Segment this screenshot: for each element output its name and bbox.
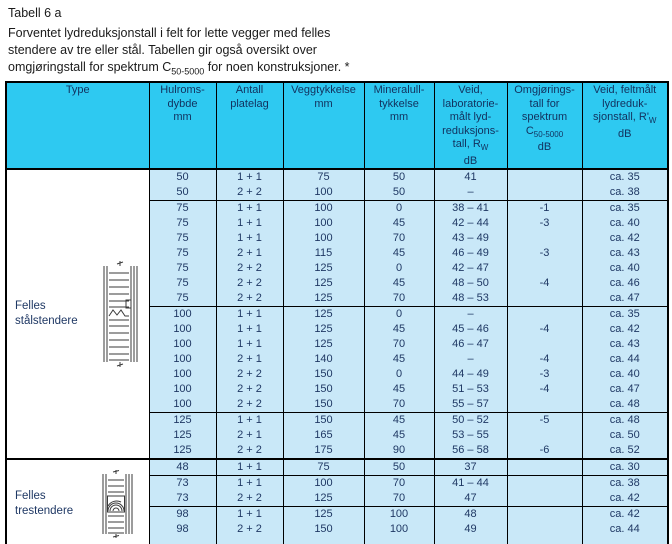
col-header-omgjoringstall: Omgjørings- tall for spektrum $C_{50-5000}$ dB [507,82,582,169]
cell-rw-laboratoriemalt: 55 – 57 [434,397,507,413]
cell-hulromsdybde: 75 [149,231,216,246]
cell-hulromsdybde: 73 [149,491,216,507]
cell-hulromsdybde: 50 [149,185,216,201]
cell-rw-laboratoriemalt: 37 [434,459,507,476]
cell-veggtykkelse: 125 [283,491,364,507]
cell-rw-laboratoriemalt: 43 – 49 [434,231,507,246]
col-header-rw-laboratoriemalt: Veid, laboratorie- målt lyd- reduksjons- tall, $R_W$ dB [434,82,507,169]
cell-veggtykkelse: 140 [283,352,364,367]
cell-omgjoringstall: -4 [507,382,582,397]
cell-veggtykkelse: 125 [283,291,364,307]
cell-rw-feltmalt: ca. 46 [582,276,668,291]
table-row [6,169,668,185]
cell-rw-feltmalt: ca. 50 [582,428,668,443]
cell-rw-feltmalt: ca. 47 [582,382,668,397]
cell-hulromsdybde: 125 [149,428,216,443]
cell-hulromsdybde: 125 [149,443,216,459]
cell-mineralulltykkelse: 100 [364,522,434,537]
description-line-1: Forventet lydreduksjonstall i felt for lette vegger med felles [8,26,331,40]
col-header-type: Type [6,82,149,169]
cell-veggtykkelse: 100 [283,216,364,231]
cell-rw-feltmalt: ca. 44 [582,352,668,367]
cell-rw-feltmalt: ca. 44 [582,522,668,537]
cell-antall-platelag: 1 + 1 [216,231,283,246]
spacer-cell [149,537,216,544]
cell-veggtykkelse: 150 [283,413,364,429]
cell-antall-platelag: 2 + 2 [216,185,283,201]
cell-veggtykkelse: 150 [283,397,364,413]
cell-omgjoringstall [507,507,582,523]
cell-hulromsdybde: 100 [149,337,216,352]
cell-omgjoringstall: -3 [507,216,582,231]
cell-mineralulltykkelse: 0 [364,307,434,323]
cell-hulromsdybde: 100 [149,397,216,413]
cell-antall-platelag: 2 + 2 [216,522,283,537]
cell-mineralulltykkelse: 50 [364,185,434,201]
cell-antall-platelag: 2 + 2 [216,443,283,459]
cell-hulromsdybde: 50 [149,169,216,185]
cell-rw-laboratoriemalt: 56 – 58 [434,443,507,459]
cell-mineralulltykkelse: 45 [364,413,434,429]
steel-stud-wall-section-icon [99,260,141,368]
cell-antall-platelag: 2 + 2 [216,367,283,382]
cell-rw-laboratoriemalt: 48 – 50 [434,276,507,291]
cell-omgjoringstall [507,261,582,276]
cell-antall-platelag: 2 + 2 [216,276,283,291]
cell-veggtykkelse: 150 [283,367,364,382]
cell-rw-laboratoriemalt: 45 – 46 [434,322,507,337]
cell-rw-laboratoriemalt: 44 – 49 [434,367,507,382]
cell-antall-platelag: 1 + 1 [216,169,283,185]
cell-veggtykkelse: 175 [283,443,364,459]
spacer-cell [434,537,507,544]
cell-rw-laboratoriemalt: 48 [434,507,507,523]
col-header-hulromsdybde: Hulroms- dybde mm [149,82,216,169]
cell-mineralulltykkelse: 45 [364,246,434,261]
cell-veggtykkelse: 100 [283,231,364,246]
cell-rw-laboratoriemalt: 48 – 53 [434,291,507,307]
cell-rw-feltmalt: ca. 30 [582,459,668,476]
cell-veggtykkelse: 125 [283,307,364,323]
cell-rw-feltmalt: ca. 52 [582,443,668,459]
cell-hulromsdybde: 75 [149,291,216,307]
cell-veggtykkelse: 125 [283,322,364,337]
cell-antall-platelag: 2 + 1 [216,246,283,261]
spacer-cell [364,537,434,544]
cell-veggtykkelse: 165 [283,428,364,443]
cell-rw-feltmalt: ca. 35 [582,307,668,323]
cell-veggtykkelse: 150 [283,382,364,397]
cell-mineralulltykkelse: 45 [364,216,434,231]
spacer-cell [283,537,364,544]
cell-mineralulltykkelse: 45 [364,276,434,291]
cell-antall-platelag: 1 + 1 [216,322,283,337]
cell-antall-platelag: 2 + 2 [216,261,283,276]
cell-hulromsdybde: 75 [149,261,216,276]
spacer-cell [507,537,582,544]
cell-omgjoringstall [507,185,582,201]
cell-hulromsdybde: 100 [149,322,216,337]
type-cell-felles-stalstendere [6,169,149,459]
cell-mineralulltykkelse: 70 [364,337,434,352]
col-header-veggtykkelse: Veggtykkelse mm [283,82,364,169]
cell-veggtykkelse: 100 [283,185,364,201]
cell-veggtykkelse: 115 [283,246,364,261]
cell-mineralulltykkelse: 50 [364,459,434,476]
cell-omgjoringstall [507,291,582,307]
spacer-cell [582,537,668,544]
cell-rw-laboratoriemalt: 47 [434,491,507,507]
spacer-cell [216,537,283,544]
wood-stud-wall-section-icon [99,470,135,538]
cell-antall-platelag: 1 + 1 [216,216,283,231]
cell-omgjoringstall [507,459,582,476]
cell-antall-platelag: 1 + 1 [216,201,283,217]
cell-rw-feltmalt: ca. 40 [582,216,668,231]
cell-rw-laboratoriemalt: 38 – 41 [434,201,507,217]
cell-veggtykkelse: 125 [283,507,364,523]
cell-omgjoringstall [507,169,582,185]
cell-mineralulltykkelse: 100 [364,507,434,523]
cell-antall-platelag: 2 + 2 [216,382,283,397]
cell-rw-laboratoriemalt: 46 – 49 [434,246,507,261]
cell-rw-feltmalt: ca. 48 [582,413,668,429]
cell-rw-laboratoriemalt: 41 – 44 [434,476,507,492]
cell-rw-laboratoriemalt: 46 – 47 [434,337,507,352]
description-line-2: stendere av tre eller stål. Tabellen gir også oversikt over [8,43,317,57]
type-cell-felles-trestendere [6,459,149,544]
cell-antall-platelag: 1 + 1 [216,307,283,323]
cell-rw-feltmalt: ca. 40 [582,367,668,382]
cell-rw-laboratoriemalt: 42 – 44 [434,216,507,231]
cell-hulromsdybde: 100 [149,307,216,323]
type-label-felles-stalstendere: Felles stålstendere [15,300,78,328]
cell-mineralulltykkelse: 45 [364,322,434,337]
cell-hulromsdybde: 98 [149,507,216,523]
cell-rw-feltmalt: ca. 40 [582,261,668,276]
cell-mineralulltykkelse: 0 [364,201,434,217]
cell-rw-feltmalt: ca. 48 [582,397,668,413]
col-header-antall-platelag: Antall platelag [216,82,283,169]
cell-hulromsdybde: 125 [149,413,216,429]
cell-hulromsdybde: 98 [149,522,216,537]
col-header-rw-feltmalt: Veid, feltmålt lydreduk- sjonstall, $R'_W$ dB [582,82,668,169]
cell-mineralulltykkelse: 0 [364,261,434,276]
cell-omgjoringstall [507,428,582,443]
cell-omgjoringstall [507,522,582,537]
cell-hulromsdybde: 100 [149,382,216,397]
cell-hulromsdybde: 75 [149,201,216,217]
cell-hulromsdybde: 75 [149,216,216,231]
cell-rw-laboratoriemalt: 42 – 47 [434,261,507,276]
type-label-felles-trestendere: Felles trestendere [15,490,74,518]
sound-reduction-table [5,81,669,544]
cell-rw-laboratoriemalt: 41 [434,169,507,185]
cell-veggtykkelse: 150 [283,522,364,537]
cell-rw-feltmalt: ca. 43 [582,246,668,261]
cell-rw-feltmalt: ca. 38 [582,185,668,201]
cell-veggtykkelse: 100 [283,201,364,217]
cell-rw-laboratoriemalt: 49 [434,522,507,537]
cell-mineralulltykkelse: 70 [364,397,434,413]
cell-hulromsdybde: 75 [149,276,216,291]
cell-antall-platelag: 2 + 2 [216,291,283,307]
cell-hulromsdybde: 100 [149,367,216,382]
cell-omgjoringstall [507,491,582,507]
table-description [8,25,350,81]
cell-antall-platelag: 1 + 1 [216,476,283,492]
cell-mineralulltykkelse: 0 [364,367,434,382]
header-row [6,82,668,169]
cell-mineralulltykkelse: 70 [364,291,434,307]
cell-omgjoringstall: -5 [507,413,582,429]
cell-antall-platelag: 2 + 2 [216,491,283,507]
cell-rw-laboratoriemalt: – [434,185,507,201]
cell-omgjoringstall: -4 [507,276,582,291]
cell-rw-feltmalt: ca. 35 [582,201,668,217]
cell-rw-laboratoriemalt: – [434,307,507,323]
col-header-mineralulltykkelse: Mineralull- tykkelse mm [364,82,434,169]
cell-omgjoringstall [507,397,582,413]
cell-antall-platelag: 2 + 2 [216,397,283,413]
cell-hulromsdybde: 73 [149,476,216,492]
cell-antall-platelag: 1 + 1 [216,507,283,523]
cell-rw-feltmalt: ca. 42 [582,322,668,337]
cell-hulromsdybde: 75 [149,246,216,261]
cell-omgjoringstall: -4 [507,352,582,367]
cell-rw-laboratoriemalt: 51 – 53 [434,382,507,397]
cell-antall-platelag: 1 + 1 [216,459,283,476]
cell-omgjoringstall [507,231,582,246]
cell-rw-laboratoriemalt: 50 – 52 [434,413,507,429]
cell-rw-feltmalt: ca. 35 [582,169,668,185]
cell-veggtykkelse: 100 [283,476,364,492]
cell-antall-platelag: 1 + 1 [216,337,283,352]
cell-rw-feltmalt: ca. 38 [582,476,668,492]
cell-omgjoringstall [507,476,582,492]
cell-rw-feltmalt: ca. 42 [582,507,668,523]
cell-veggtykkelse: 125 [283,337,364,352]
cell-omgjoringstall [507,337,582,352]
cell-rw-feltmalt: ca. 42 [582,491,668,507]
cell-veggtykkelse: 125 [283,261,364,276]
cell-antall-platelag: 2 + 1 [216,428,283,443]
cell-veggtykkelse: 125 [283,276,364,291]
cell-hulromsdybde: 100 [149,352,216,367]
cell-rw-laboratoriemalt: – [434,352,507,367]
cell-mineralulltykkelse: 45 [364,352,434,367]
cell-rw-feltmalt: ca. 47 [582,291,668,307]
cell-veggtykkelse: 75 [283,169,364,185]
cell-omgjoringstall [507,307,582,323]
cell-rw-feltmalt: ca. 43 [582,337,668,352]
cell-omgjoringstall: -1 [507,201,582,217]
cell-rw-laboratoriemalt: 53 – 55 [434,428,507,443]
cell-hulromsdybde: 48 [149,459,216,476]
cell-omgjoringstall: -4 [507,322,582,337]
cell-mineralulltykkelse: 45 [364,428,434,443]
cell-antall-platelag: 1 + 1 [216,413,283,429]
table-row [6,459,668,476]
description-line-3: omgjøringstall for spektrum $C_{50-5000}$ for noen konstruksjoner. * [8,60,350,77]
cell-mineralulltykkelse: 45 [364,382,434,397]
cell-mineralulltykkelse: 70 [364,491,434,507]
cell-antall-platelag: 2 + 1 [216,352,283,367]
cell-mineralulltykkelse: 50 [364,169,434,185]
cell-mineralulltykkelse: 70 [364,231,434,246]
cell-omgjoringstall: -3 [507,367,582,382]
table-caption: Tabell 6 a [8,6,62,20]
cell-mineralulltykkelse: 70 [364,476,434,492]
cell-rw-feltmalt: ca. 42 [582,231,668,246]
cell-mineralulltykkelse: 90 [364,443,434,459]
cell-omgjoringstall: -6 [507,443,582,459]
cell-omgjoringstall: -3 [507,246,582,261]
cell-veggtykkelse: 75 [283,459,364,476]
